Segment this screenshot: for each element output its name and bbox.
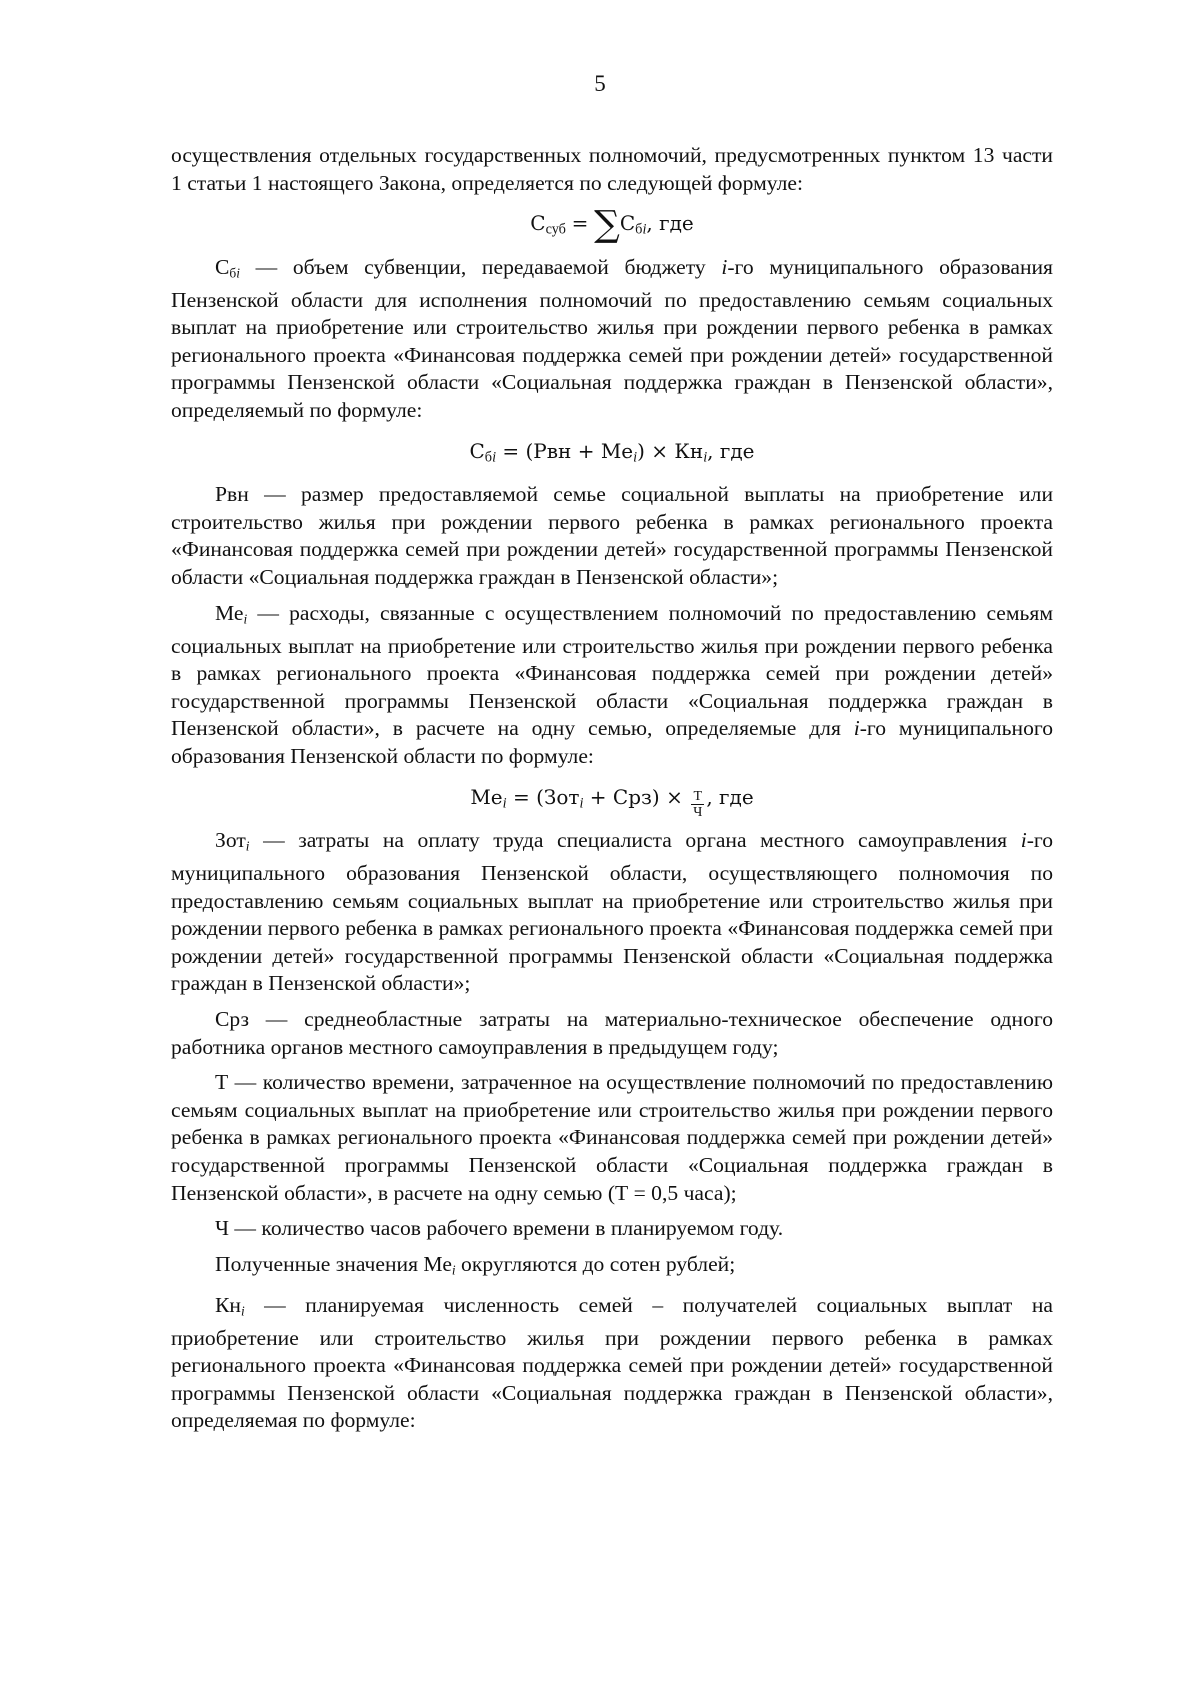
definition-sbi: $С_{бi}$ — объем субвенции, передаваемой бюджету i-го муниципального образования Пензенской области для исполнения полномочий по предоставлению семьям социальных выплат на приобретение или строительство жилья при рождении первого ребенка в рамках регионального проекта «Финансовая поддержка семей при рождении детей» государственной программы Пензенской области «Социальная поддержка граждан в Пензенской области», определяемый по формуле:	[171, 254, 1053, 423]
sum-symbol: ∑	[594, 204, 620, 246]
definition-ch: Ч — количество часов рабочего времени в планируемом году.	[215, 1216, 784, 1241]
page-number: 5	[594, 71, 606, 96]
document-body	[171, 142, 1053, 1443]
definition-kn: $Кн_i$ — планируемая численность семей – получателей социальных выплат на приобретение или строительство жилья при рождении первого ребенка в рамках регионального проекта «Финансовая поддержка семей при рождении детей» государственной программы Пензенской области «Социальная поддержка граждан в Пензенской области», определяемая по формуле:	[171, 1292, 1053, 1433]
definition-me: $Ме_i$ — расходы, связанные с осуществлением полномочий по предоставлению семьям социальных выплат на приобретение или строительство жилья при рождении первого ребенка в рамках регионального проекта «Финансовая поддержка семей при рождении детей» государственной программы Пензенской области «Социальная поддержка граждан в Пензенской области», в расчете на одну семью, определяемые для i-го муниципального образования Пензенской области по формуле:	[171, 600, 1053, 768]
definition-srz: Срз — среднеобластные затраты на материально-техническое обеспечение одного работника органов местного самоуправления в предыдущем году;	[171, 1006, 1053, 1059]
definition-t: Т — количество времени, затраченное на осуществление полномочий по предоставлению семьям социальных выплат на приобретение или строительство жилья при рождении первого ребенка в рамках регионального проекта «Финансовая поддержка семей при рождении детей» государственной программы Пензенской области «Социальная поддержка граждан в Пензенской области», в расчете на одну семью (Т = 0,5 часа);	[171, 1070, 1053, 1205]
formula-sbi: $С_{бi} = (Рвн + Ме_i) \times Кн_i$, где	[469, 438, 755, 466]
definition-zot: Зот$_i$ — затраты на оплату труда специалиста органа местного самоуправления i-го муниципального образования Пензенской области, осуществляющего полномочия по предоставлению семьям социальных выплат на приобретение или строительство жилья при рождении первого ребенка в рамках регионального проекта «Финансовая поддержка семей при рождении детей» государственной программы Пензенской области «Социальная поддержка граждан в Пензенской области»;	[171, 828, 1053, 996]
formula-subvention-total: $С_{суб} = \sum С_{бi}$, где	[530, 204, 694, 246]
fraction-t-over-ch: $\frac{Т}{Ч}$	[693, 788, 703, 820]
definition-rvn: Рвн — размер предоставляемой семье социальной выплаты на приобретение или строительство жилья при рождении первого ребенка в рамках регионального проекта «Финансовая поддержка семей при рождении детей» государственной программы Пензенской области «Социальная поддержка граждан в Пензенской области»;	[171, 482, 1053, 589]
intro-paragraph: осуществления отдельных государственных полномочий, предусмотренных пунктом 13 части 1 статьи 1 настоящего Закона, определяется по следующей формуле:	[171, 143, 1053, 195]
formula-me: $Ме_i = (Зот_i + Срз)$ × $\frac{Т}{Ч}$ , где	[470, 784, 754, 820]
rounding-note: Полученные значения $Ме_i$ округляются до сотен рублей;	[215, 1251, 736, 1278]
